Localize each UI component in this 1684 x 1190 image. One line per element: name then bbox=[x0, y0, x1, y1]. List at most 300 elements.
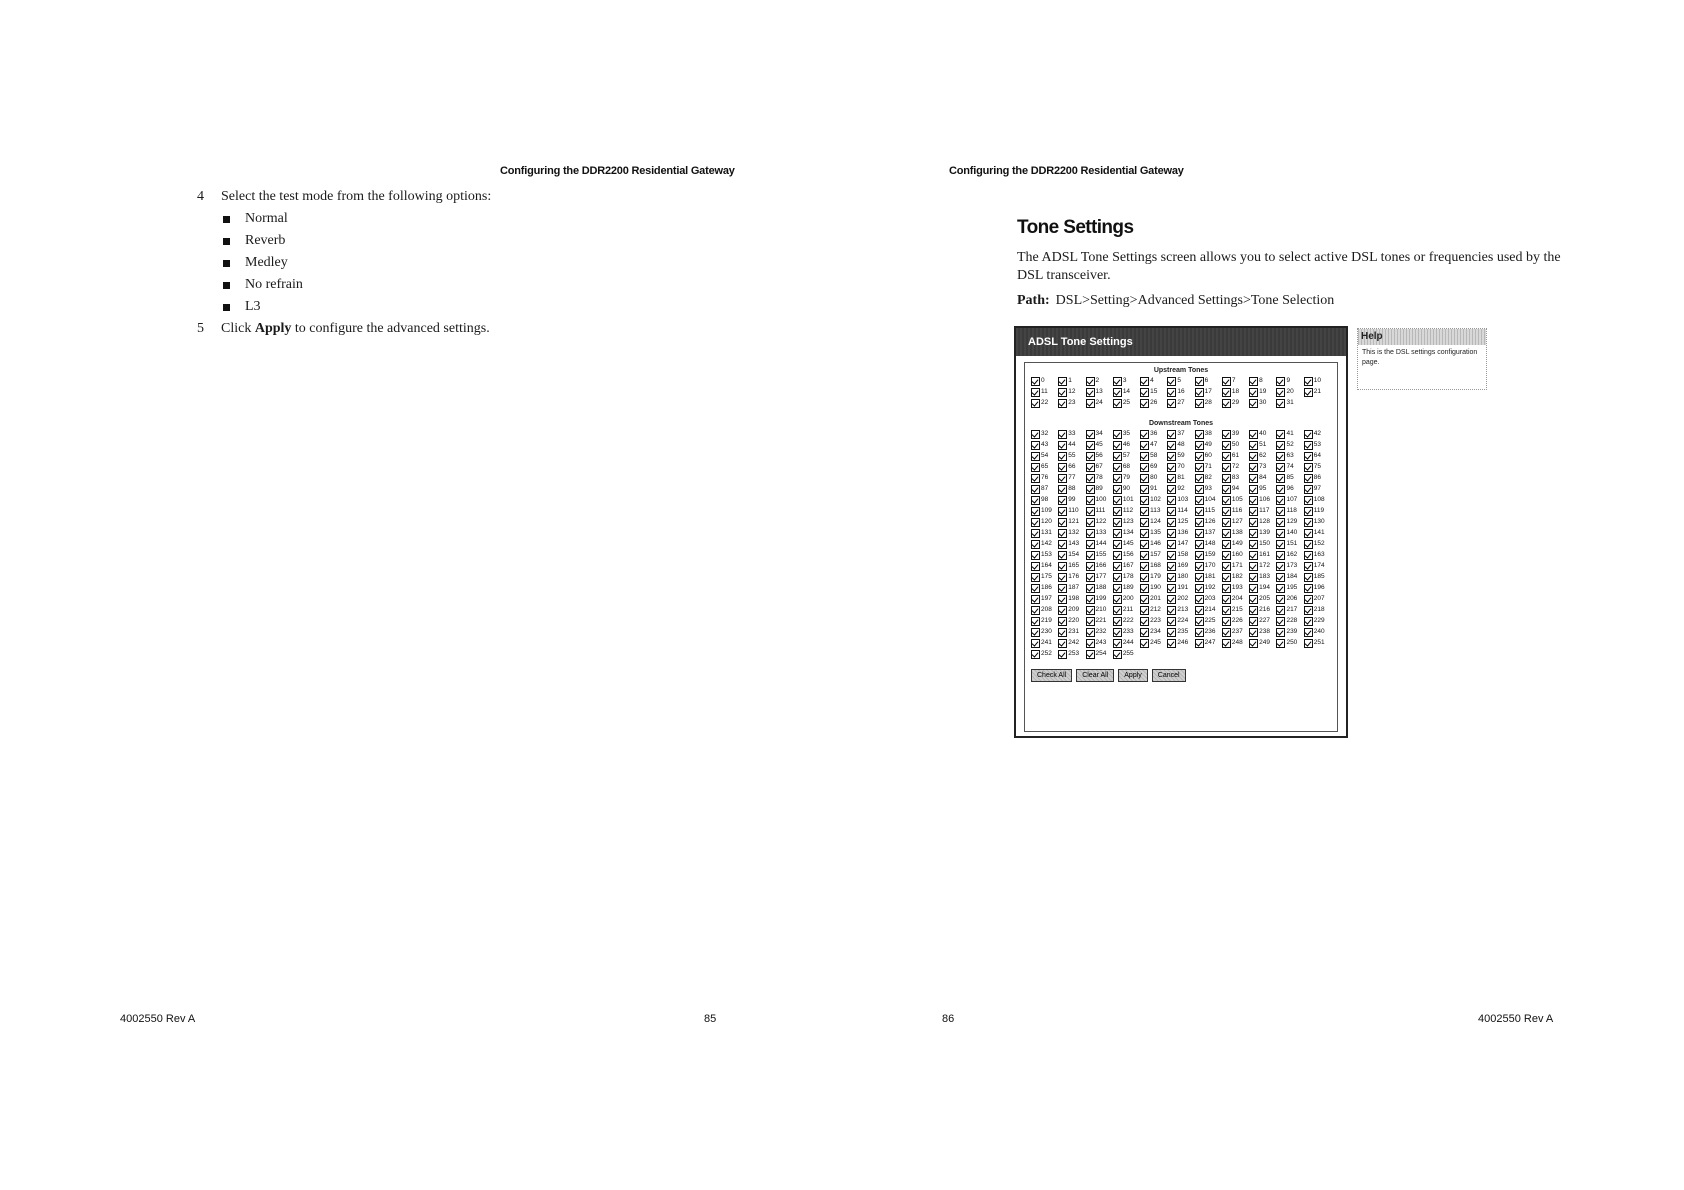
tone-checkbox-108[interactable] bbox=[1304, 495, 1331, 505]
tone-checkbox-7[interactable] bbox=[1222, 376, 1249, 386]
checkbox-checked-icon[interactable] bbox=[1222, 430, 1231, 439]
tone-checkbox-81[interactable] bbox=[1167, 473, 1194, 483]
tone-checkbox-254[interactable] bbox=[1086, 649, 1113, 659]
tone-checkbox-63[interactable] bbox=[1276, 451, 1303, 461]
tone-checkbox-205[interactable] bbox=[1249, 594, 1276, 604]
checkbox-checked-icon[interactable] bbox=[1086, 628, 1095, 637]
checkbox-checked-icon[interactable] bbox=[1276, 399, 1285, 408]
checkbox-checked-icon[interactable] bbox=[1249, 399, 1258, 408]
checkbox-checked-icon[interactable] bbox=[1113, 529, 1122, 538]
checkbox-checked-icon[interactable] bbox=[1031, 650, 1040, 659]
checkbox-checked-icon[interactable] bbox=[1304, 463, 1313, 472]
checkbox-checked-icon[interactable] bbox=[1276, 551, 1285, 560]
tone-checkbox-131[interactable] bbox=[1031, 528, 1058, 538]
checkbox-checked-icon[interactable] bbox=[1195, 388, 1204, 397]
tone-checkbox-60[interactable] bbox=[1195, 451, 1222, 461]
tone-checkbox-50[interactable] bbox=[1222, 440, 1249, 450]
tone-checkbox-174[interactable] bbox=[1304, 561, 1331, 571]
checkbox-checked-icon[interactable] bbox=[1113, 617, 1122, 626]
checkbox-checked-icon[interactable] bbox=[1113, 639, 1122, 648]
checkbox-checked-icon[interactable] bbox=[1058, 441, 1067, 450]
tone-checkbox-124[interactable] bbox=[1140, 517, 1167, 527]
checkbox-checked-icon[interactable] bbox=[1058, 639, 1067, 648]
tone-checkbox-239[interactable] bbox=[1276, 627, 1303, 637]
checkbox-checked-icon[interactable] bbox=[1113, 474, 1122, 483]
tone-checkbox-57[interactable] bbox=[1113, 451, 1140, 461]
checkbox-checked-icon[interactable] bbox=[1222, 573, 1231, 582]
tone-checkbox-167[interactable] bbox=[1113, 561, 1140, 571]
tone-checkbox-103[interactable] bbox=[1167, 495, 1194, 505]
checkbox-checked-icon[interactable] bbox=[1058, 496, 1067, 505]
tone-checkbox-225[interactable] bbox=[1195, 616, 1222, 626]
tone-checkbox-223[interactable] bbox=[1140, 616, 1167, 626]
tone-checkbox-41[interactable] bbox=[1276, 429, 1303, 439]
checkbox-checked-icon[interactable] bbox=[1086, 595, 1095, 604]
tone-checkbox-58[interactable] bbox=[1140, 451, 1167, 461]
tone-checkbox-84[interactable] bbox=[1249, 473, 1276, 483]
checkbox-checked-icon[interactable] bbox=[1167, 540, 1176, 549]
tone-checkbox-46[interactable] bbox=[1113, 440, 1140, 450]
checkbox-checked-icon[interactable] bbox=[1086, 430, 1095, 439]
checkbox-checked-icon[interactable] bbox=[1276, 606, 1285, 615]
tone-checkbox-224[interactable] bbox=[1167, 616, 1194, 626]
checkbox-checked-icon[interactable] bbox=[1249, 430, 1258, 439]
checkbox-checked-icon[interactable] bbox=[1058, 595, 1067, 604]
tone-checkbox-156[interactable] bbox=[1113, 550, 1140, 560]
tone-checkbox-117[interactable] bbox=[1249, 506, 1276, 516]
checkbox-checked-icon[interactable] bbox=[1276, 617, 1285, 626]
tone-checkbox-28[interactable] bbox=[1195, 398, 1222, 408]
tone-checkbox-114[interactable] bbox=[1167, 506, 1194, 516]
tone-checkbox-36[interactable] bbox=[1140, 429, 1167, 439]
tone-checkbox-85[interactable] bbox=[1276, 473, 1303, 483]
checkbox-checked-icon[interactable] bbox=[1058, 540, 1067, 549]
checkbox-checked-icon[interactable] bbox=[1113, 430, 1122, 439]
checkbox-checked-icon[interactable] bbox=[1167, 595, 1176, 604]
tone-checkbox-233[interactable] bbox=[1113, 627, 1140, 637]
tone-checkbox-249[interactable] bbox=[1249, 638, 1276, 648]
tone-checkbox-21[interactable] bbox=[1304, 387, 1331, 397]
checkbox-checked-icon[interactable] bbox=[1140, 518, 1149, 527]
checkbox-checked-icon[interactable] bbox=[1140, 639, 1149, 648]
tone-checkbox-231[interactable] bbox=[1058, 627, 1085, 637]
tone-checkbox-238[interactable] bbox=[1249, 627, 1276, 637]
checkbox-checked-icon[interactable] bbox=[1086, 485, 1095, 494]
tone-checkbox-35[interactable] bbox=[1113, 429, 1140, 439]
tone-checkbox-166[interactable] bbox=[1086, 561, 1113, 571]
tone-checkbox-18[interactable] bbox=[1222, 387, 1249, 397]
tone-checkbox-2[interactable] bbox=[1086, 376, 1113, 386]
checkbox-checked-icon[interactable] bbox=[1086, 507, 1095, 516]
tone-checkbox-203[interactable] bbox=[1195, 594, 1222, 604]
checkbox-checked-icon[interactable] bbox=[1276, 485, 1285, 494]
tone-checkbox-195[interactable] bbox=[1276, 583, 1303, 593]
tone-checkbox-160[interactable] bbox=[1222, 550, 1249, 560]
tone-checkbox-106[interactable] bbox=[1249, 495, 1276, 505]
tone-checkbox-194[interactable] bbox=[1249, 583, 1276, 593]
apply-button[interactable]: Apply bbox=[1118, 669, 1148, 682]
tone-checkbox-64[interactable] bbox=[1304, 451, 1331, 461]
checkbox-checked-icon[interactable] bbox=[1058, 518, 1067, 527]
checkbox-checked-icon[interactable] bbox=[1031, 595, 1040, 604]
checkbox-checked-icon[interactable] bbox=[1249, 573, 1258, 582]
tone-checkbox-202[interactable] bbox=[1167, 594, 1194, 604]
tone-checkbox-31[interactable] bbox=[1276, 398, 1303, 408]
checkbox-checked-icon[interactable] bbox=[1304, 377, 1313, 386]
checkbox-checked-icon[interactable] bbox=[1195, 452, 1204, 461]
checkbox-checked-icon[interactable] bbox=[1113, 399, 1122, 408]
checkbox-checked-icon[interactable] bbox=[1140, 562, 1149, 571]
tone-checkbox-145[interactable] bbox=[1113, 539, 1140, 549]
tone-checkbox-136[interactable] bbox=[1167, 528, 1194, 538]
checkbox-checked-icon[interactable] bbox=[1249, 540, 1258, 549]
tone-checkbox-42[interactable] bbox=[1304, 429, 1331, 439]
checkbox-checked-icon[interactable] bbox=[1113, 595, 1122, 604]
tone-checkbox-251[interactable] bbox=[1304, 638, 1331, 648]
checkbox-checked-icon[interactable] bbox=[1167, 430, 1176, 439]
tone-checkbox-27[interactable] bbox=[1167, 398, 1194, 408]
tone-checkbox-92[interactable] bbox=[1167, 484, 1194, 494]
tone-checkbox-86[interactable] bbox=[1304, 473, 1331, 483]
tone-checkbox-197[interactable] bbox=[1031, 594, 1058, 604]
checkbox-checked-icon[interactable] bbox=[1222, 388, 1231, 397]
tone-checkbox-130[interactable] bbox=[1304, 517, 1331, 527]
checkbox-checked-icon[interactable] bbox=[1031, 399, 1040, 408]
checkbox-checked-icon[interactable] bbox=[1058, 562, 1067, 571]
tone-checkbox-66[interactable] bbox=[1058, 462, 1085, 472]
checkbox-checked-icon[interactable] bbox=[1304, 452, 1313, 461]
tone-checkbox-227[interactable] bbox=[1249, 616, 1276, 626]
tone-checkbox-115[interactable] bbox=[1195, 506, 1222, 516]
checkbox-checked-icon[interactable] bbox=[1222, 606, 1231, 615]
checkbox-checked-icon[interactable] bbox=[1031, 540, 1040, 549]
tone-checkbox-172[interactable] bbox=[1249, 561, 1276, 571]
tone-checkbox-220[interactable] bbox=[1058, 616, 1085, 626]
checkbox-checked-icon[interactable] bbox=[1167, 399, 1176, 408]
tone-checkbox-140[interactable] bbox=[1276, 528, 1303, 538]
tone-checkbox-177[interactable] bbox=[1086, 572, 1113, 582]
tone-checkbox-153[interactable] bbox=[1031, 550, 1058, 560]
checkbox-checked-icon[interactable] bbox=[1167, 377, 1176, 386]
checkbox-checked-icon[interactable] bbox=[1249, 639, 1258, 648]
tone-checkbox-218[interactable] bbox=[1304, 605, 1331, 615]
tone-checkbox-152[interactable] bbox=[1304, 539, 1331, 549]
checkbox-checked-icon[interactable] bbox=[1031, 474, 1040, 483]
checkbox-checked-icon[interactable] bbox=[1113, 606, 1122, 615]
checkbox-checked-icon[interactable] bbox=[1276, 518, 1285, 527]
tone-checkbox-132[interactable] bbox=[1058, 528, 1085, 538]
checkbox-checked-icon[interactable] bbox=[1276, 474, 1285, 483]
tone-checkbox-189[interactable] bbox=[1113, 583, 1140, 593]
checkbox-checked-icon[interactable] bbox=[1276, 584, 1285, 593]
tone-checkbox-122[interactable] bbox=[1086, 517, 1113, 527]
tone-checkbox-252[interactable] bbox=[1031, 649, 1058, 659]
checkbox-checked-icon[interactable] bbox=[1195, 562, 1204, 571]
checkbox-checked-icon[interactable] bbox=[1304, 584, 1313, 593]
checkbox-checked-icon[interactable] bbox=[1140, 529, 1149, 538]
checkbox-checked-icon[interactable] bbox=[1195, 628, 1204, 637]
checkbox-checked-icon[interactable] bbox=[1304, 507, 1313, 516]
checkbox-checked-icon[interactable] bbox=[1276, 639, 1285, 648]
checkbox-checked-icon[interactable] bbox=[1195, 399, 1204, 408]
checkbox-checked-icon[interactable] bbox=[1195, 518, 1204, 527]
tone-checkbox-87[interactable] bbox=[1031, 484, 1058, 494]
tone-checkbox-190[interactable] bbox=[1140, 583, 1167, 593]
tone-checkbox-119[interactable] bbox=[1304, 506, 1331, 516]
checkbox-checked-icon[interactable] bbox=[1304, 617, 1313, 626]
tone-checkbox-123[interactable] bbox=[1113, 517, 1140, 527]
checkbox-checked-icon[interactable] bbox=[1222, 441, 1231, 450]
tone-checkbox-53[interactable] bbox=[1304, 440, 1331, 450]
tone-checkbox-196[interactable] bbox=[1304, 583, 1331, 593]
checkbox-checked-icon[interactable] bbox=[1167, 507, 1176, 516]
tone-checkbox-11[interactable] bbox=[1031, 387, 1058, 397]
checkbox-checked-icon[interactable] bbox=[1195, 639, 1204, 648]
tone-checkbox-105[interactable] bbox=[1222, 495, 1249, 505]
checkbox-checked-icon[interactable] bbox=[1113, 650, 1122, 659]
tone-checkbox-118[interactable] bbox=[1276, 506, 1303, 516]
tone-checkbox-6[interactable] bbox=[1195, 376, 1222, 386]
checkbox-checked-icon[interactable] bbox=[1031, 441, 1040, 450]
tone-checkbox-142[interactable] bbox=[1031, 539, 1058, 549]
checkbox-checked-icon[interactable] bbox=[1031, 388, 1040, 397]
tone-checkbox-72[interactable] bbox=[1222, 462, 1249, 472]
checkbox-checked-icon[interactable] bbox=[1140, 377, 1149, 386]
checkbox-checked-icon[interactable] bbox=[1249, 441, 1258, 450]
checkbox-checked-icon[interactable] bbox=[1249, 377, 1258, 386]
checkbox-checked-icon[interactable] bbox=[1276, 529, 1285, 538]
checkbox-checked-icon[interactable] bbox=[1195, 474, 1204, 483]
checkbox-checked-icon[interactable] bbox=[1222, 496, 1231, 505]
tone-checkbox-234[interactable] bbox=[1140, 627, 1167, 637]
checkbox-checked-icon[interactable] bbox=[1195, 529, 1204, 538]
checkbox-checked-icon[interactable] bbox=[1140, 496, 1149, 505]
checkbox-checked-icon[interactable] bbox=[1113, 584, 1122, 593]
tone-checkbox-29[interactable] bbox=[1222, 398, 1249, 408]
checkbox-checked-icon[interactable] bbox=[1195, 595, 1204, 604]
checkbox-checked-icon[interactable] bbox=[1031, 518, 1040, 527]
tone-checkbox-150[interactable] bbox=[1249, 539, 1276, 549]
checkbox-checked-icon[interactable] bbox=[1222, 474, 1231, 483]
tone-checkbox-182[interactable] bbox=[1222, 572, 1249, 582]
checkbox-checked-icon[interactable] bbox=[1031, 573, 1040, 582]
tone-checkbox-208[interactable] bbox=[1031, 605, 1058, 615]
tone-checkbox-217[interactable] bbox=[1276, 605, 1303, 615]
tone-checkbox-159[interactable] bbox=[1195, 550, 1222, 560]
checkbox-checked-icon[interactable] bbox=[1086, 496, 1095, 505]
checkbox-checked-icon[interactable] bbox=[1086, 606, 1095, 615]
tone-checkbox-191[interactable] bbox=[1167, 583, 1194, 593]
tone-checkbox-112[interactable] bbox=[1113, 506, 1140, 516]
checkbox-checked-icon[interactable] bbox=[1031, 430, 1040, 439]
tone-checkbox-176[interactable] bbox=[1058, 572, 1085, 582]
tone-checkbox-30[interactable] bbox=[1249, 398, 1276, 408]
tone-checkbox-34[interactable] bbox=[1086, 429, 1113, 439]
checkbox-checked-icon[interactable] bbox=[1167, 573, 1176, 582]
checkbox-checked-icon[interactable] bbox=[1167, 617, 1176, 626]
checkbox-checked-icon[interactable] bbox=[1140, 617, 1149, 626]
checkbox-checked-icon[interactable] bbox=[1058, 399, 1067, 408]
checkbox-checked-icon[interactable] bbox=[1195, 584, 1204, 593]
checkbox-checked-icon[interactable] bbox=[1167, 518, 1176, 527]
tone-checkbox-10[interactable] bbox=[1304, 376, 1331, 386]
tone-checkbox-211[interactable] bbox=[1113, 605, 1140, 615]
checkbox-checked-icon[interactable] bbox=[1086, 388, 1095, 397]
checkbox-checked-icon[interactable] bbox=[1276, 496, 1285, 505]
checkbox-checked-icon[interactable] bbox=[1167, 606, 1176, 615]
tone-checkbox-95[interactable] bbox=[1249, 484, 1276, 494]
checkbox-checked-icon[interactable] bbox=[1113, 551, 1122, 560]
checkbox-checked-icon[interactable] bbox=[1195, 496, 1204, 505]
tone-checkbox-247[interactable] bbox=[1195, 638, 1222, 648]
checkbox-checked-icon[interactable] bbox=[1086, 377, 1095, 386]
checkbox-checked-icon[interactable] bbox=[1304, 540, 1313, 549]
checkbox-checked-icon[interactable] bbox=[1167, 485, 1176, 494]
checkbox-checked-icon[interactable] bbox=[1276, 377, 1285, 386]
tone-checkbox-59[interactable] bbox=[1167, 451, 1194, 461]
checkbox-checked-icon[interactable] bbox=[1167, 584, 1176, 593]
tone-checkbox-173[interactable] bbox=[1276, 561, 1303, 571]
tone-checkbox-175[interactable] bbox=[1031, 572, 1058, 582]
tone-checkbox-209[interactable] bbox=[1058, 605, 1085, 615]
checkbox-checked-icon[interactable] bbox=[1195, 573, 1204, 582]
tone-checkbox-76[interactable] bbox=[1031, 473, 1058, 483]
tone-checkbox-128[interactable] bbox=[1249, 517, 1276, 527]
checkbox-checked-icon[interactable] bbox=[1276, 573, 1285, 582]
checkbox-checked-icon[interactable] bbox=[1304, 529, 1313, 538]
checkbox-checked-icon[interactable] bbox=[1058, 628, 1067, 637]
tone-checkbox-198[interactable] bbox=[1058, 594, 1085, 604]
tone-checkbox-192[interactable] bbox=[1195, 583, 1222, 593]
checkbox-checked-icon[interactable] bbox=[1167, 452, 1176, 461]
tone-checkbox-222[interactable] bbox=[1113, 616, 1140, 626]
tone-checkbox-24[interactable] bbox=[1086, 398, 1113, 408]
tone-checkbox-178[interactable] bbox=[1113, 572, 1140, 582]
tone-checkbox-65[interactable] bbox=[1031, 462, 1058, 472]
tone-checkbox-215[interactable] bbox=[1222, 605, 1249, 615]
checkbox-checked-icon[interactable] bbox=[1249, 485, 1258, 494]
checkbox-checked-icon[interactable] bbox=[1140, 441, 1149, 450]
tone-checkbox-97[interactable] bbox=[1304, 484, 1331, 494]
checkbox-checked-icon[interactable] bbox=[1222, 551, 1231, 560]
tone-checkbox-138[interactable] bbox=[1222, 528, 1249, 538]
checkbox-checked-icon[interactable] bbox=[1195, 606, 1204, 615]
checkbox-checked-icon[interactable] bbox=[1304, 485, 1313, 494]
tone-checkbox-9[interactable] bbox=[1276, 376, 1303, 386]
tone-checkbox-104[interactable] bbox=[1195, 495, 1222, 505]
checkbox-checked-icon[interactable] bbox=[1140, 595, 1149, 604]
tone-checkbox-169[interactable] bbox=[1167, 561, 1194, 571]
tone-checkbox-129[interactable] bbox=[1276, 517, 1303, 527]
checkbox-checked-icon[interactable] bbox=[1113, 562, 1122, 571]
tone-checkbox-91[interactable] bbox=[1140, 484, 1167, 494]
checkbox-checked-icon[interactable] bbox=[1222, 628, 1231, 637]
tone-checkbox-39[interactable] bbox=[1222, 429, 1249, 439]
checkbox-checked-icon[interactable] bbox=[1167, 551, 1176, 560]
checkbox-checked-icon[interactable] bbox=[1031, 529, 1040, 538]
tone-checkbox-241[interactable] bbox=[1031, 638, 1058, 648]
tone-checkbox-149[interactable] bbox=[1222, 539, 1249, 549]
checkbox-checked-icon[interactable] bbox=[1058, 430, 1067, 439]
checkbox-checked-icon[interactable] bbox=[1222, 518, 1231, 527]
checkbox-checked-icon[interactable] bbox=[1031, 606, 1040, 615]
tone-checkbox-147[interactable] bbox=[1167, 539, 1194, 549]
checkbox-checked-icon[interactable] bbox=[1058, 529, 1067, 538]
tone-checkbox-228[interactable] bbox=[1276, 616, 1303, 626]
checkbox-checked-icon[interactable] bbox=[1058, 474, 1067, 483]
tone-checkbox-146[interactable] bbox=[1140, 539, 1167, 549]
checkbox-checked-icon[interactable] bbox=[1195, 507, 1204, 516]
tone-checkbox-230[interactable] bbox=[1031, 627, 1058, 637]
checkbox-checked-icon[interactable] bbox=[1113, 496, 1122, 505]
checkbox-checked-icon[interactable] bbox=[1086, 540, 1095, 549]
checkbox-checked-icon[interactable] bbox=[1195, 551, 1204, 560]
checkbox-checked-icon[interactable] bbox=[1249, 617, 1258, 626]
checkbox-checked-icon[interactable] bbox=[1222, 540, 1231, 549]
checkbox-checked-icon[interactable] bbox=[1249, 595, 1258, 604]
tone-checkbox-200[interactable] bbox=[1113, 594, 1140, 604]
checkbox-checked-icon[interactable] bbox=[1249, 507, 1258, 516]
checkbox-checked-icon[interactable] bbox=[1058, 485, 1067, 494]
tone-checkbox-240[interactable] bbox=[1304, 627, 1331, 637]
tone-checkbox-89[interactable] bbox=[1086, 484, 1113, 494]
tone-checkbox-5[interactable] bbox=[1167, 376, 1194, 386]
tone-checkbox-79[interactable] bbox=[1113, 473, 1140, 483]
checkbox-checked-icon[interactable] bbox=[1113, 518, 1122, 527]
tone-checkbox-184[interactable] bbox=[1276, 572, 1303, 582]
checkbox-checked-icon[interactable] bbox=[1304, 606, 1313, 615]
checkbox-checked-icon[interactable] bbox=[1276, 507, 1285, 516]
tone-checkbox-94[interactable] bbox=[1222, 484, 1249, 494]
tone-checkbox-127[interactable] bbox=[1222, 517, 1249, 527]
checkbox-checked-icon[interactable] bbox=[1031, 452, 1040, 461]
tone-checkbox-77[interactable] bbox=[1058, 473, 1085, 483]
tone-checkbox-98[interactable] bbox=[1031, 495, 1058, 505]
tone-checkbox-237[interactable] bbox=[1222, 627, 1249, 637]
checkbox-checked-icon[interactable] bbox=[1140, 463, 1149, 472]
checkbox-checked-icon[interactable] bbox=[1249, 518, 1258, 527]
tone-checkbox-44[interactable] bbox=[1058, 440, 1085, 450]
tone-checkbox-212[interactable] bbox=[1140, 605, 1167, 615]
checkbox-checked-icon[interactable] bbox=[1276, 540, 1285, 549]
checkbox-checked-icon[interactable] bbox=[1086, 562, 1095, 571]
checkbox-checked-icon[interactable] bbox=[1276, 388, 1285, 397]
checkbox-checked-icon[interactable] bbox=[1304, 551, 1313, 560]
checkbox-checked-icon[interactable] bbox=[1195, 377, 1204, 386]
checkbox-checked-icon[interactable] bbox=[1167, 639, 1176, 648]
tone-checkbox-151[interactable] bbox=[1276, 539, 1303, 549]
tone-checkbox-135[interactable] bbox=[1140, 528, 1167, 538]
checkbox-checked-icon[interactable] bbox=[1304, 573, 1313, 582]
tone-checkbox-148[interactable] bbox=[1195, 539, 1222, 549]
tone-checkbox-99[interactable] bbox=[1058, 495, 1085, 505]
checkbox-checked-icon[interactable] bbox=[1140, 573, 1149, 582]
tone-checkbox-139[interactable] bbox=[1249, 528, 1276, 538]
checkbox-checked-icon[interactable] bbox=[1140, 606, 1149, 615]
checkbox-checked-icon[interactable] bbox=[1086, 573, 1095, 582]
checkbox-checked-icon[interactable] bbox=[1031, 639, 1040, 648]
tone-checkbox-70[interactable] bbox=[1167, 462, 1194, 472]
tone-checkbox-75[interactable] bbox=[1304, 462, 1331, 472]
tone-checkbox-116[interactable] bbox=[1222, 506, 1249, 516]
checkbox-checked-icon[interactable] bbox=[1195, 463, 1204, 472]
checkbox-checked-icon[interactable] bbox=[1222, 463, 1231, 472]
tone-checkbox-126[interactable] bbox=[1195, 517, 1222, 527]
tone-checkbox-1[interactable] bbox=[1058, 376, 1085, 386]
tone-checkbox-40[interactable] bbox=[1249, 429, 1276, 439]
checkbox-checked-icon[interactable] bbox=[1031, 551, 1040, 560]
checkbox-checked-icon[interactable] bbox=[1086, 617, 1095, 626]
